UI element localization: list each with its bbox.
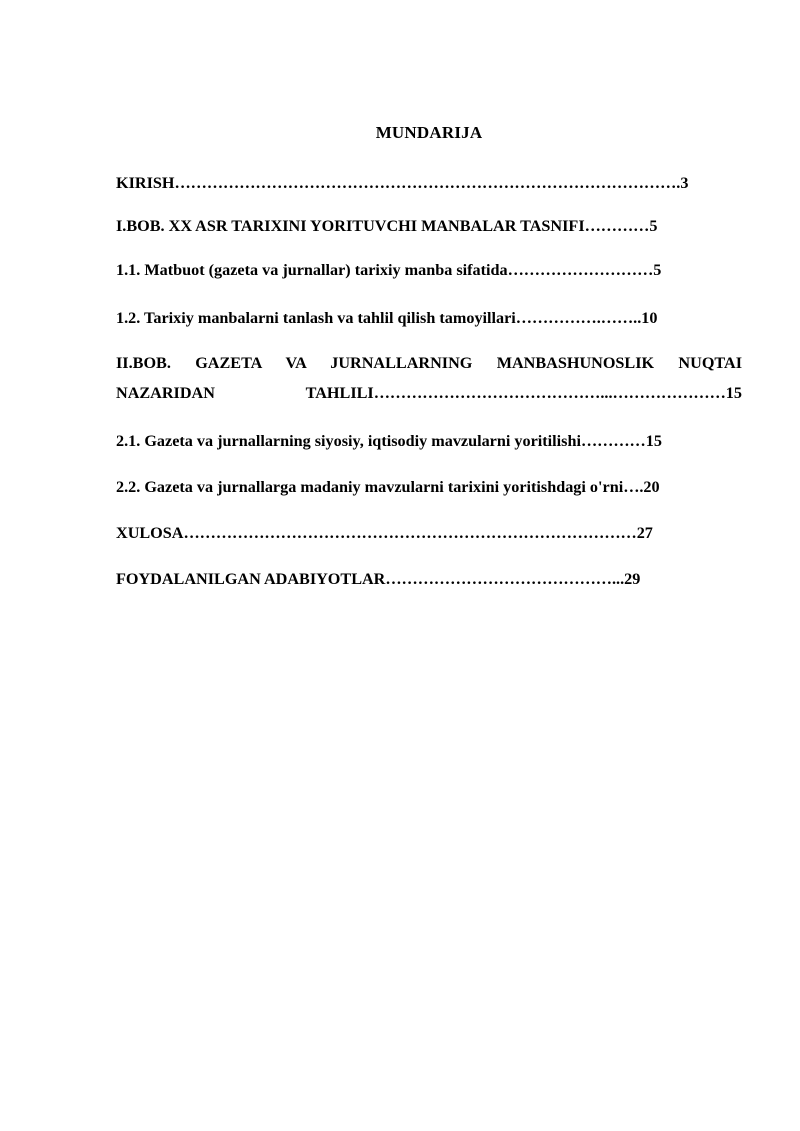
toc-entry-chapter-2 [116, 348, 742, 408]
toc-entry-text: I.BOB. XX ASR TARIXINI YORITUVCHI MANBALAR TASNIFI…………5 [116, 217, 658, 235]
toc-entry-section-1-2 [116, 303, 742, 333]
toc-entry-text: FOYDALANILGAN ADABIYOTLAR……………………………………...29 [116, 570, 641, 588]
toc-entry-kirish [116, 168, 742, 198]
toc-entry-text: 1.1. Matbuot (gazeta va jurnallar) tarixiy manba sifatida………………………5 [116, 261, 662, 279]
toc-entry-text: XULOSA…………………………………………………………………………27 [116, 524, 653, 542]
toc-entry-xulosa [116, 518, 738, 548]
toc-entry-text: 2.1. Gazeta va jurnallarning siyosiy, iqtisodiy mavzularni yoritilishi…………15 [116, 432, 662, 450]
toc-entry-text: 2.2. Gazeta va jurnallarga madaniy mavzularni tarixini yoritishdagi o'rni….20 [116, 478, 660, 496]
page-title: MUNDARIJA [375, 123, 483, 142]
toc-entry-text: KIRISH………………………………………………………………………………….3 [116, 174, 689, 192]
toc-entry-text: II.BOB. GAZETA VA JURNALLARNING MANBASHUNOSLIK NUQTAI NAZARIDAN TAHLILI……………………………………...…………………15 [116, 354, 742, 402]
toc-entry-section-2-2 [116, 472, 742, 502]
toc-entry-text: 1.2. Tarixiy manbalarni tanlash va tahlil qilish tamoyillari…………….……..10 [116, 309, 658, 327]
toc-entry-chapter-1 [116, 211, 742, 241]
toc-entry-section-1-1 [116, 255, 742, 285]
toc-entry-references [116, 564, 742, 594]
toc-entry-section-2-1 [116, 426, 742, 456]
